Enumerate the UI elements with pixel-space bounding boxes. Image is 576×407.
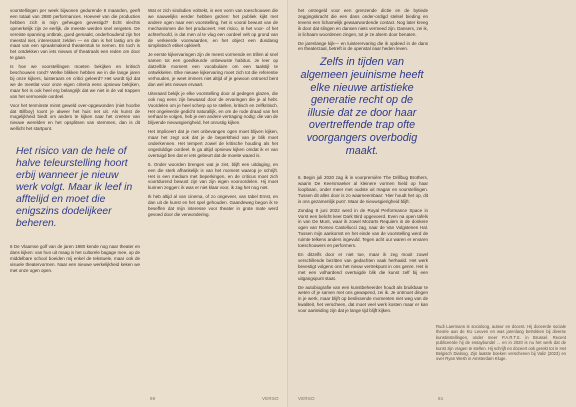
paragraph: 6 De Vlaamse golf van de jaren 1980 kende nog naar theater en dans kijken: van hun uit maag is het culturele bagage mee, op de middelbare school boeiden mij enkel de tekstuele, maar ook de visuele theatervormen. Naar een nieuwe werkelijkheid keken we met onze ogen open. [10,244,140,273]
running-footer: VERSO [298,396,315,401]
right-page [288,0,576,407]
paragraph: Het impliceert dat je met onbevangen ogen moet blijven kijken, maar het zegt ook dat je de beperktheid van je blik moet onderkennen. Het tempert zowel de kritische houding als het ongeduldige oordeel. Ik ga altijd opnieuw kijken omdat ik er van overtuigd ben dat er iets gebeurt dat de moeite waard is. [148,129,278,158]
paragraph: Ik heb altijd al van cinema, of zo ongeveer, van tabel Ernst, en dan uit de kunst en het spel gehouden. Gaandeweg begon ik te beseffen dat mijn interesse voor theater in grote mate werd gevoed door die verwondering. [148,194,278,217]
left-column-2 [148,8,278,396]
page-number: 91 [438,396,444,401]
right-column-1 [298,8,428,396]
page-number: 90 [150,396,156,401]
author-bio-caption: Rudi Laermans is socioloog, auteur en docent. Hij doceerde sociale theorie aan de KU Leuven en was jarenlang betrokken bij diverse kunstinstellingen, onder meer P.A.R.T.S. in Brussel. Recent publiceerde hij de essaybundel ... en in 2020 is nu het werk dat de kunst zijn vragen te stellen. Hij schrijft en doceert ook gerekt tot in Het Belgisch Dialoog. Zijn laatste boeken verschenen bij Valiz (2023) en over Ryan Wesh in Amsterdam Kluge. [436,324,566,362]
paragraph: Is hoe we voorstellingen moeten bekijken en kritisch beschouwen rond? Welke blikken hebben we in die lange jaren bij onze kijkers, luisteraars en critici geleerd? Het wordt tijd dat we de meetlat voor onze eigen criteria eens opnieuw bekijken, maar het is ook heel erg belangrijk dat we niet in de val trappen van het vermoeide oordeel. [10,64,140,99]
paragraph: Je eerste kijkervaringen zijn de meest vormende en trillen al snel samen tot een goedkeurde onbewuste habitus. Je leer op datzelfde moment een vocabulaire om een taalstijl te ontwikkelen. Elke nieuwe kijkervaring moet zich tot die referentie verhouden, je weet immers niet altijd of je gewoon ontroerd bent dan wel iets nieuws ervaart. [148,52,278,87]
paragraph: En ditzelfs door er niet toe, maar ik zeg mooit zowel verschillende bezitten van gedachten vaak herhaald. Het werk bevestigt volgens ons het nieuw vertrekpunt in ons genre. Het is met een volhardend overtuigde blik die kunst zelf bij een uitgangspunt staat. [298,251,428,281]
paragraph: De jarenlange kijk— en luisterervaring die ik opdeed in de dans en theaterzaal, betreft is de openstal naar heden leven. [298,40,428,52]
pull-quote: Het risico van de hele of halve teleurstelling hoort erbij wanneer je nieuw werk volgt. Maar ik leef in afftelijd en moet die enigszins dodelijkeer beheren. [16,146,133,230]
running-footer: VERSO [262,396,279,401]
paragraph: 5. Onder woorden brengen wat je ziet, blijft een uitdaging, en een die sterk afhankelijk is van het moment waarop je schrijft. Het is een medium met beperkingen, en de criticus moet zich voortdurend bewust zijn van zijn eigen vooroordelen. Hij moet kunnen zeggen: ik was er niet klaar voor, ik zag het nog niet. [148,161,278,191]
paragraph: Voor het tenminste minst geweld over-opgewonden (niet hoorbe dat Billboy) toont je alweer het huis net uit. Als kunst de mogelijkheid biedt om anders te kijken naar het creëren van nieuwe werelden en het opsplitsen van stemmen, dan is dit wellicht het startpunt. [10,102,140,132]
paragraph: voorstellingen per week bijwonen gedurende 8 maanden, geeft een totaal van 2880 performances. Hoeveel van die producties hebben zich in mijn geheugen gevestigd? Echt slechts opmerkelijk zijn ze eerlijk, de meeste werden snel vergeten. De vereiste spanning ontbrak, goed gemaakt, onderhoudend zijn het meestal niet, interessant zelden — en dan is het lastig om de maat van een spraakmakend theaterstuk te nemen. En toch is het ontdekken van iets nieuws of theatraals een reden om door te gaan. [10,8,140,61]
right-column-2 [436,8,566,396]
left-column-1 [10,8,140,396]
pull-quote: Zelfs in tijden van algemeen jeuinisme heeft elke nieuwe artistieke generatie recht op de illusie dat ze door haar overtreffende trap ofte voorgangers overbodig maakt. [300,56,424,157]
paragraph: het ontregeld voor een grenzende dictie en de bytiede zeggingskracht die een dans onder-ordigd stelsel bieding en tevens een lichamelijk gewaarwordende contact. Nog later kreeg ik door dat slingen en dansen niets vermeed zijn. Dansers, zei ik, is lichaam woordenen zingen, tot je ze alsem door benaten. [298,8,428,37]
paragraph: Wat er zich sindsdien voltrekt, is een vorm van toeschouwen die we nauwelijks eerder hebben gezien: het publiek kijkt met andere ogen naar een voorstelling, het is vooral bewust van de mechanismen die het produceert. Het risico, in het voor- of het achterhoofd, is dat men al te vlug een oordeel velt op grond van de verkeerde voorwaarden, en het object een dusdanig simplistisch etiket opkleeft. [148,8,278,49]
paragraph: Zondag 8 juni 2022 werd in de Royal Performance Space in Vorst een belicht keer Dark Bird opgevoerd. Even na open tafels in van De Munt, waar ik zowel Mozarts Requiem in de donkere ogen van Romeo Castellucci zag, naar de Van Volgstenen Hal. Tussen mijn aankomst en het einde van de voorstelling werd de ruimte telkens anders ingevuld. Tegen acht uur waren er ervaren toeschouwers en performers. [298,207,428,249]
paragraph: Uiteraard bekijk je elke voorstelling door al gedegen glazen, die ook nog eens zijn bewaasd door de ervaringen die je al hebt. Voordelen om je heel scherp op te stellen, kritisch en zelfkritisch. Het ongeleerde gedicht naturallijk, en om de rode draad van het verhaal te volgen, heb je een andere vertraging nodig: die van de blijvende nieuwsgierigheid, het onrustig kijken. [148,90,278,126]
paragraph: De autobiografie van een kunstbeheerder houdt als bruikbaar te weten of je samen met ons gewapend, zei ik. Je ontmoet dingen in je werk, maar blijft op beslissende momenten niet weg van de kwaliteit, het verscheen, dat moet veel werk kosten maar er kan voor aanleiding zijn dat je lange tijd blijft kijken. [298,284,428,314]
paragraph: 6. Begin juli 2020 zag ik in voorpremière The Drillbug Brothers, waarin De Keersmaeker al kleinere vormen hield op haar loopbaan, onder meer met oudste uit magan en voorstellingen. Tussen dit alles door is zo waarneembaar: 'Hier houdt het op, dit is ons gezamenlijk punt'. Maar de nieuwsgierigheid blijft. [298,175,428,204]
